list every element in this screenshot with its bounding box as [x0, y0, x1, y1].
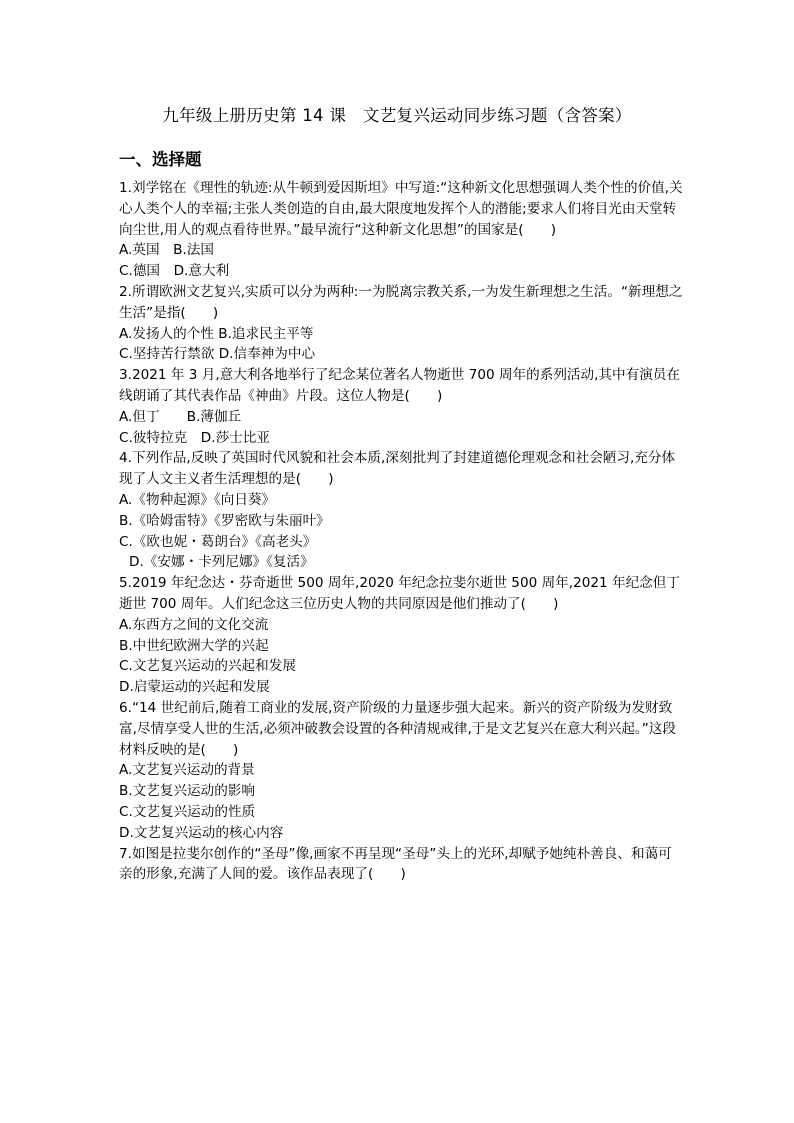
option-line: A.文艺复兴运动的背景 [119, 762, 255, 779]
question-item [119, 844, 685, 886]
option-line: D.文艺复兴运动的核心内容 [119, 824, 284, 841]
page-title: 九年级上册历史第 14 课 文艺复兴运动同步练习题（含答案） [162, 106, 632, 125]
option-line: A.发扬人的个性 B.追求民主平等 [119, 325, 314, 342]
option-line: A.《物种起源》《向日葵》 [119, 491, 276, 508]
question-item [119, 448, 685, 573]
option-line: A.东西方之间的文化交流 [119, 616, 269, 633]
option-line: C.德国 D.意大利 [119, 263, 230, 280]
question-stem: 1.刘学铭在《理性的轨迹:从牛顿到爱因斯坦》中写道:“这种新文化思想强调人类个性的价值,关心人类个人的幸福;主张人类创造的自由,最大限度地发挥个人的潜能;要求人们将目光由天堂转向尘世,用人的观点看待世界。”最早流行“这种新文化思想”的国家是( ) [119, 180, 683, 238]
option-line: B.《哈姆雷特》《罗密欧与朱丽叶》 [119, 512, 330, 529]
question-list [119, 178, 685, 885]
question-stem: 5.2019 年纪念达・芬奇逝世 500 周年,2020 年纪念拉斐尔逝世 500 周年,2021 年纪念但丁逝世 700 周年。人们纪念这三位历史人物的共同原因是他们推动了( ) [119, 575, 680, 612]
option-line: C.《欧也妮・葛朗台》《高老头》 [119, 533, 317, 550]
section-heading: 一、选择题 [119, 150, 202, 169]
question-stem: 7.如图是拉斐尔创作的“圣母”像,画家不再呈现“圣母”头上的光环,却赋予她纯朴善良、和蔼可亲的形象,充满了人间的爱。该作品表现了( ) [119, 845, 672, 883]
option-line: C.坚持苦行禁欲 D.信奉神为中心 [119, 346, 316, 363]
question-item [119, 178, 685, 282]
question-item [119, 365, 685, 448]
question-stem: 3.2021 年 3 月,意大利各地举行了纪念某位著名人物逝世 700 周年的系列活动,其中有演员在线朗诵了其代表作品《神曲》片段。这位人物是( ) [119, 367, 680, 404]
question-stem: 2.所谓欧洲文艺复兴,实质可以分为两种:一为脱离宗教关系,一为发生新理想之生活。“新理想之生活”是指( ) [119, 283, 683, 321]
option-line: C.文艺复兴运动的兴起和发展 [119, 658, 296, 675]
question-stem: 6.“14 世纪前后,随着工商业的发展,资产阶级的力量逐步强大起来。新兴的资产阶级为发财致 [119, 699, 673, 716]
option-line: C.彼特拉克 D.莎士比亚 [119, 429, 270, 446]
question-item [119, 573, 685, 698]
option-line: B.中世纪欧洲大学的兴起 [119, 637, 269, 654]
option-line: C.文艺复兴运动的性质 [119, 803, 256, 820]
option-line: D.《安娜・卡列尼娜》《复活》 [129, 554, 314, 571]
option-line: A.英国 B.法国 [119, 242, 214, 259]
option-line: B.文艺复兴运动的影响 [119, 783, 255, 800]
question-stem-continued: 富,尽情享受人世的生活,必须冲破教会设置的各种清规戒律,于是文艺复兴在意大利兴起。”这段材料反映的是( ) [119, 720, 676, 758]
question-stem: 4.下列作品,反映了英国时代风貌和社会本质,深刻批判了封建道德伦理观念和社会陋习,充分体现了人文主义者生活理想的是( ) [119, 450, 676, 488]
option-line: A.但丁 B.薄伽丘 [119, 408, 242, 425]
question-item [119, 282, 685, 365]
option-line: D.启蒙运动的兴起和发展 [119, 679, 270, 696]
question-item [119, 698, 685, 844]
